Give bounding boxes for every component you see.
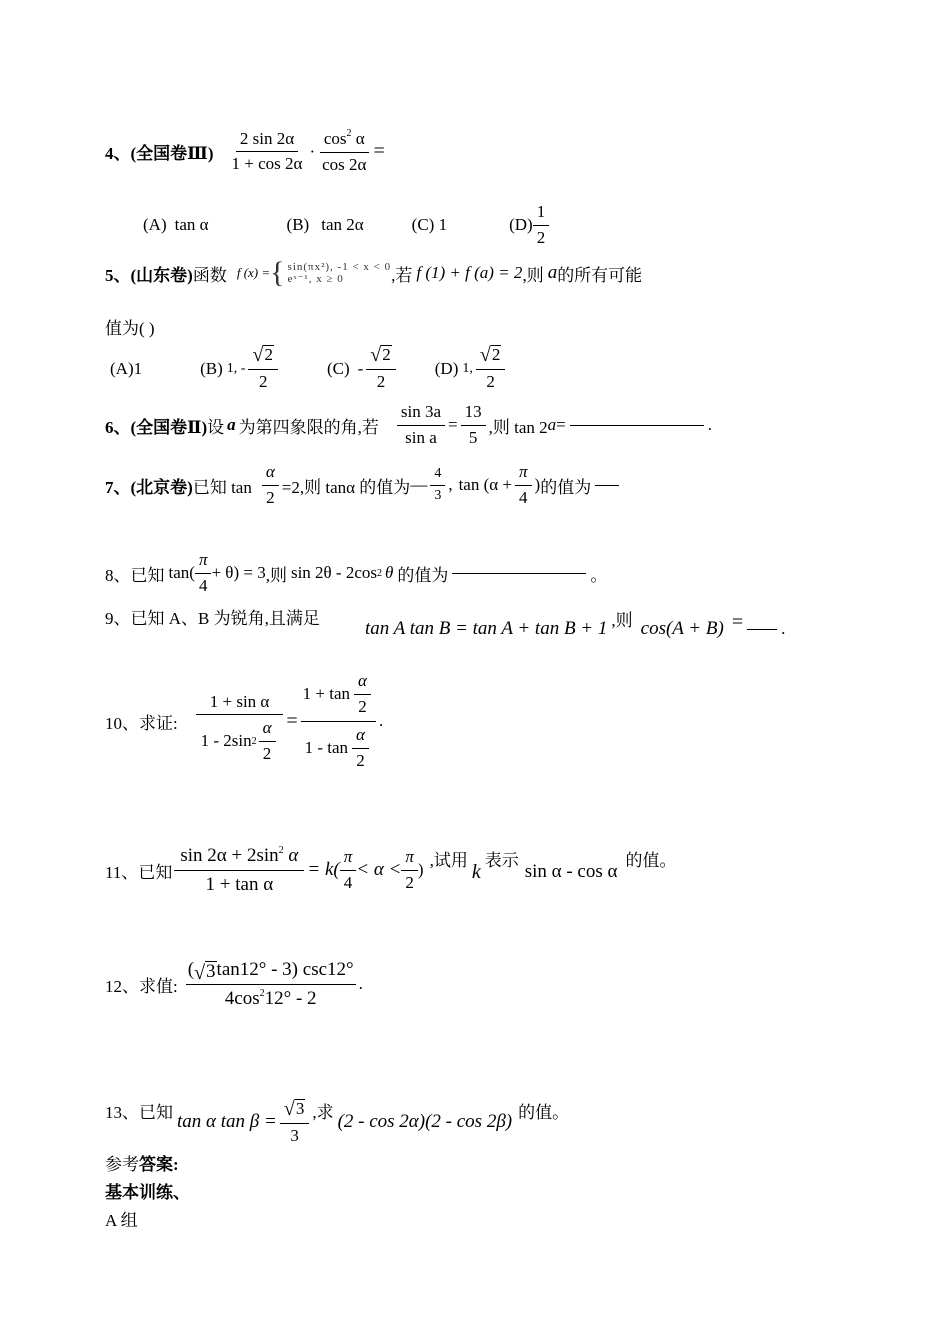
question-4: 4、(全国卷Ⅲ) $\frac{2 \sin 2\alpha}{1 + \cos 2\alpha}$ · $\frac{\cos^2 \alpha}{\cos 2\alpha}$ = <box>105 126 385 178</box>
q5-options: (A)1 (B) 1, - √ 2 2 (C) - √ 2 2 (D) 1, √ 2 2 <box>110 344 508 395</box>
q9-answer-blank[interactable] <box>747 628 777 630</box>
question-6: 6、(全国卷Ⅱ) 设 a 为第四象限的角,若 $\frac{\sin 3a}{\text{sin a}}$ = $\frac{13}{5}$ ,则 tan 2 a = . <box>105 402 713 447</box>
q7-answer-blank[interactable] <box>595 484 619 486</box>
q8-answer-blank[interactable] <box>452 572 586 574</box>
question-13: 13、已知 tan α tan β = √ 3 3 ,求 (2 - cos 2α)(2 - cos 2β) 的值。 <box>105 1098 570 1145</box>
answers-group: A 组 <box>105 1211 138 1230</box>
answers-section: 基本训练、 <box>105 1183 190 1202</box>
q5-piecewise: { sin(πx²), -1 < x < 0 eˣ⁻¹, x ≥ 0 <box>270 256 392 289</box>
question-9: 9、已知 A、B 为锐角,且满足 <box>105 609 320 628</box>
q6-answer-blank[interactable] <box>570 424 704 426</box>
answers-heading: 参考 答案: <box>105 1155 179 1174</box>
q4-frac-1: $\frac{2 \sin 2\alpha}{1 + \cos 2\alpha}$ <box>231 128 303 174</box>
q4-label: 4、(全国卷Ⅲ) <box>105 144 214 164</box>
question-12: 12、求值: ( √ 3 tan12° - 3) csc12° $4\cos^212^\circ - 2$ . <box>105 956 363 1012</box>
q4-frac-2: $\frac{\cos^2 \alpha}{\cos 2\alpha}$ <box>318 126 370 178</box>
question-7: 7、(北京卷) 已知 tan $\frac{\alpha}{2}$ =2,则 tanα 的值为 — $\frac{4}{3}$ , tan (α + $\frac{\pi}{4}$ ) 的值为 <box>105 460 623 511</box>
q5-line-2: 值为( ) <box>105 319 155 338</box>
question-10: 10、求证: 1 + sin α 1 - 2sin 2 $\frac{\alpha}{2}$ = 1 + tan $\frac{\alpha}{2}$ 1 - tan $\frac{\alpha}{2}$ . <box>105 668 383 775</box>
q4-options: (A) tan α (B) tan 2α (C) 1 (D) $\frac{1}{2}$ <box>143 200 552 251</box>
question-8: 8、已知 tan( $\frac{\pi}{4}$ + θ) = 3 ,则 sin 2θ - 2cos 2 θ 的值为 。 <box>105 550 608 595</box>
question-11: 11、已知 $\frac{\sin 2\alpha + 2\sin^2 \alpha}{\text{1 + tan α}}$ = k( $\frac{\pi}{4}$ < α < $\frac{\pi}{2}$ ) ,试用 k 表示 sin α - cos α 的值。 <box>105 842 676 898</box>
q9-expr-line: tan A tan B = tan A + tan B + 1 ,则 cos(A + B) = . <box>365 611 786 639</box>
question-5: 5、(山东卷) 函数 f (x) = { sin(πx²), -1 < x < 0 eˣ⁻¹, x ≥ 0 ,若 f (1) + f (a) = 2 ,则 a 的所有可能 <box>105 256 643 289</box>
